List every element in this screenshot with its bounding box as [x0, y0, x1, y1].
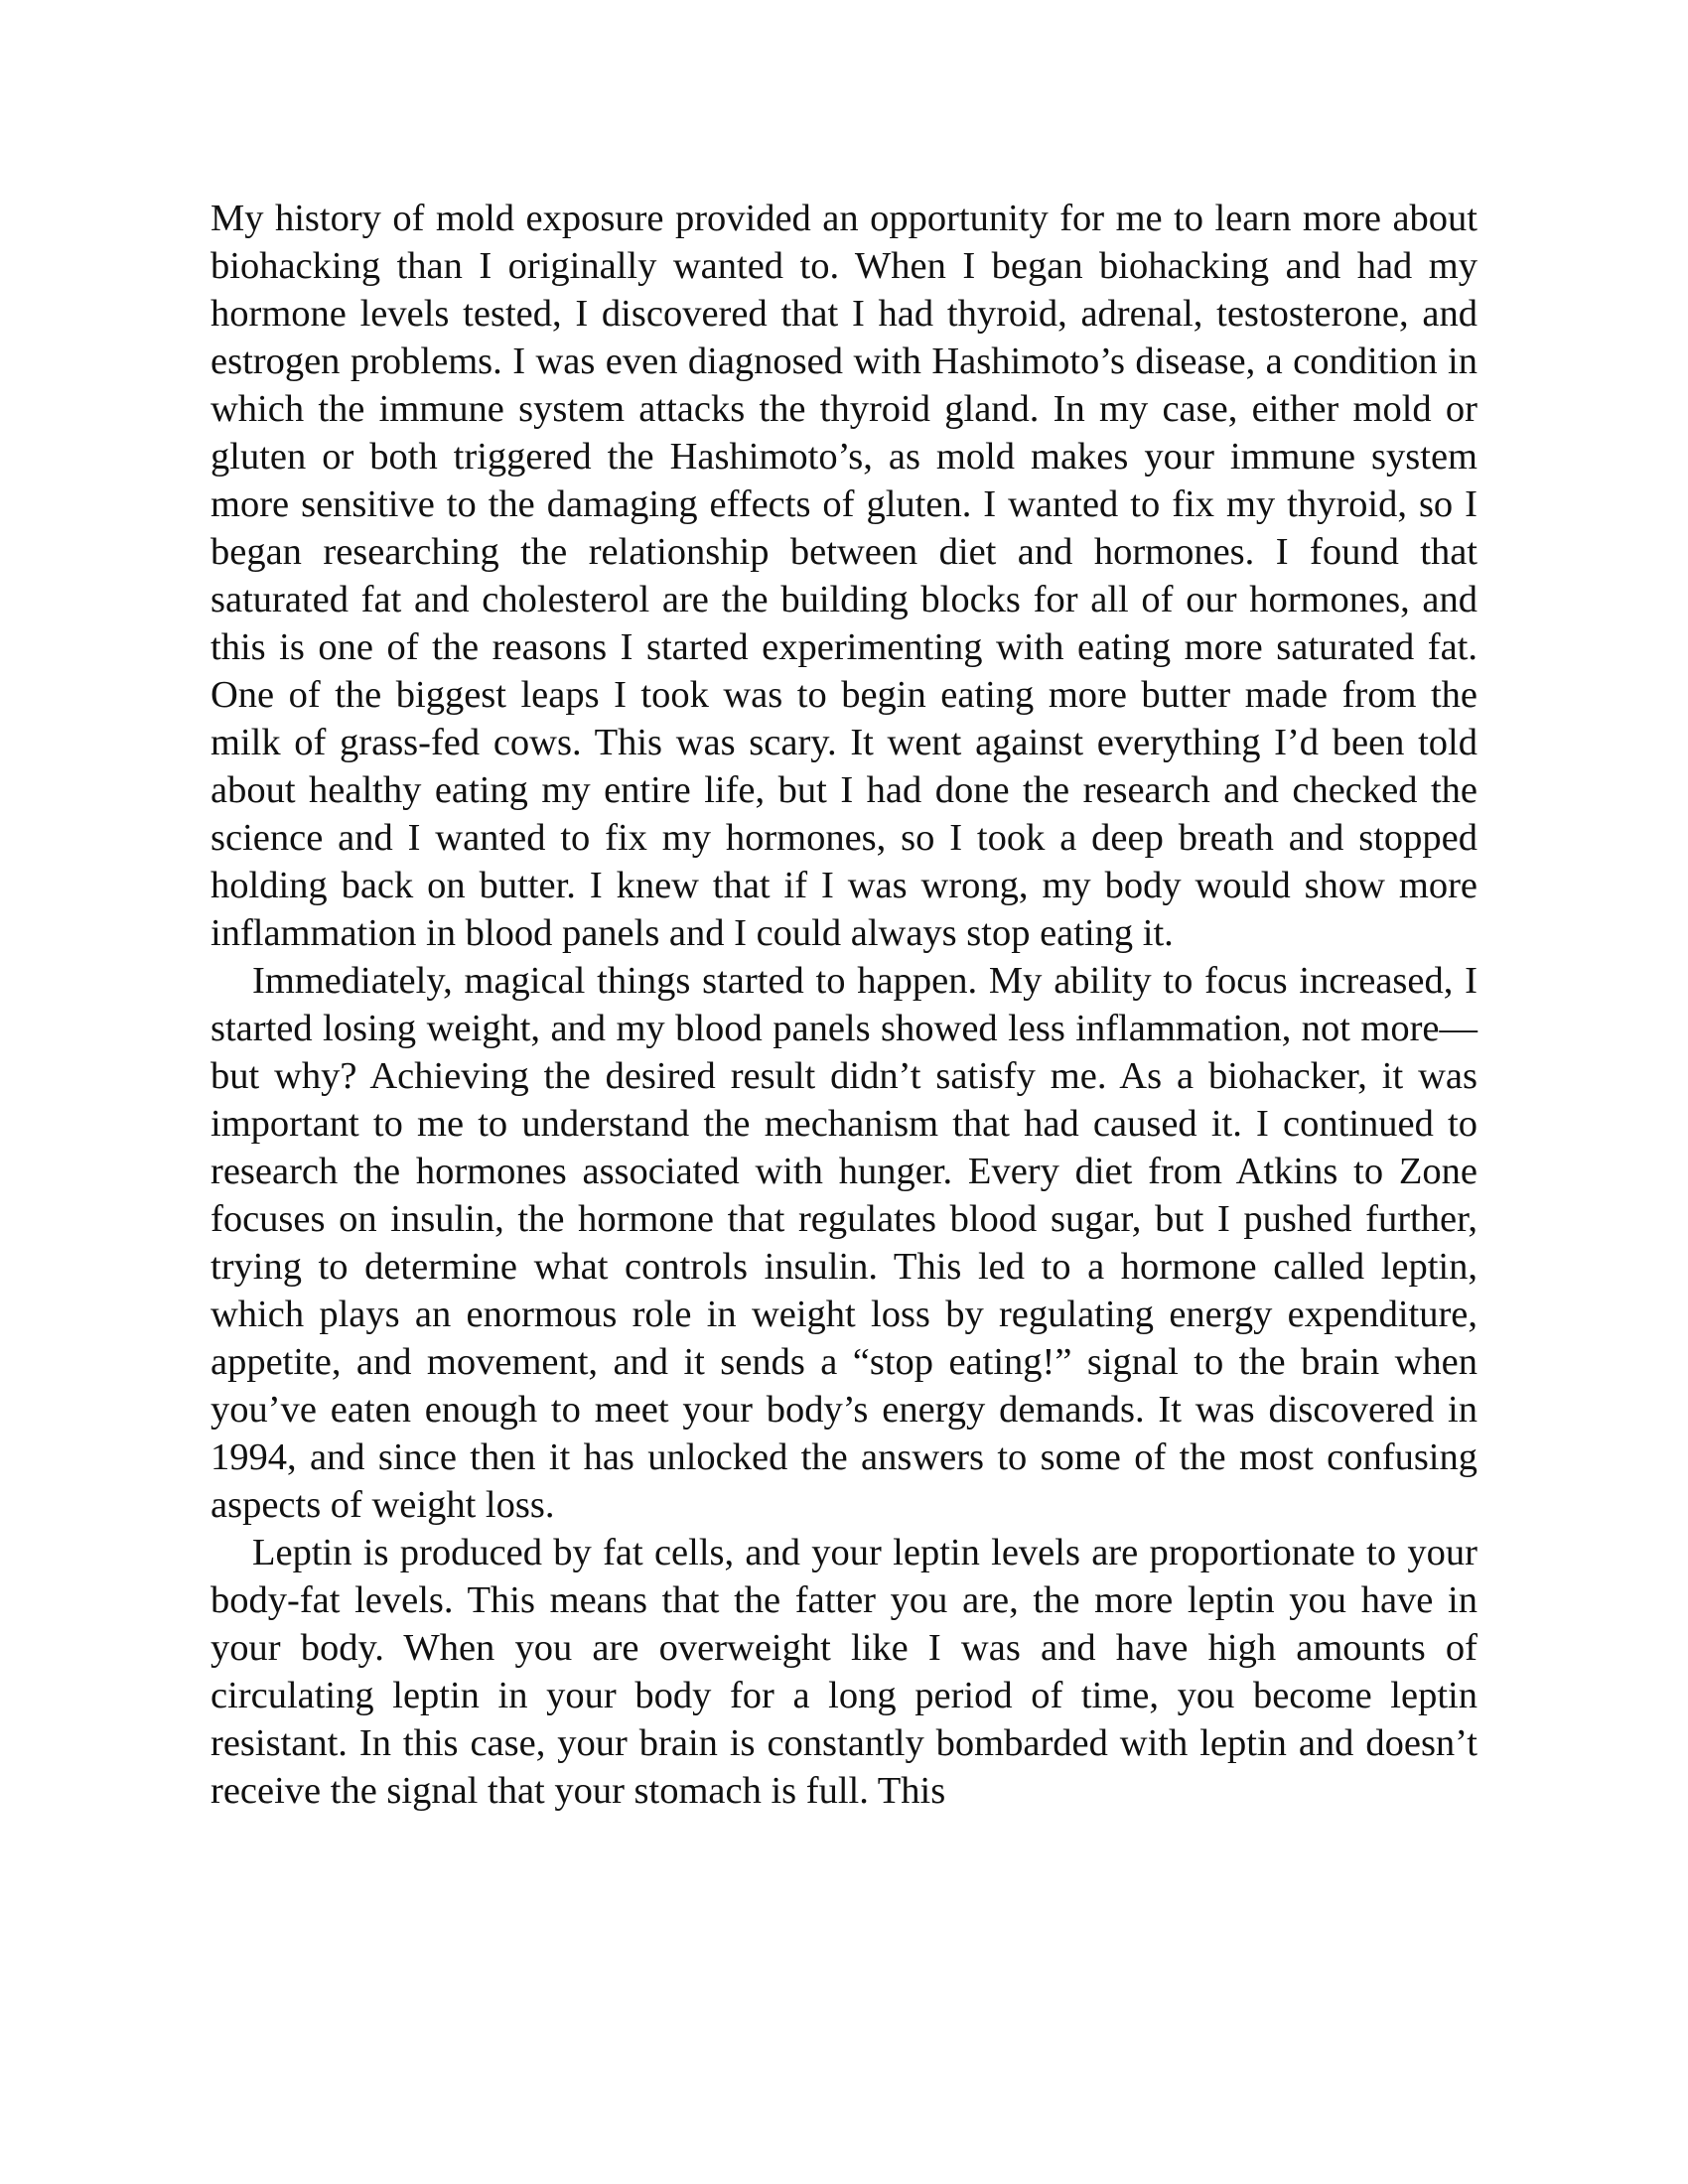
book-page [211, 195, 1477, 1815]
paragraph-mold-exposure: My history of mold exposure provided an opportunity for me to learn more about biohacking than I originally wanted to. When I began biohacking and had my hormone levels tested, I discovered that I had thyroid, adrenal, testosterone, and estrogen problems. I was even diagnosed with Hashimoto’s disease, a condition in which the immune system attacks the thyroid gland. In my case, either mold or gluten or both triggered the Hashimoto’s, as mold makes your immune system more sensitive to the damaging effects of gluten. I wanted to fix my thyroid, so I began researching the relationship between diet and hormones. I found that saturated fat and cholesterol are the building blocks for all of our hormones, and this is one of the reasons I started experimenting with eating more saturated fat. One of the biggest leaps I took was to begin eating more butter made from the milk of grass-fed cows. This was scary. It went against everything I’d been told about healthy eating my entire life, but I had done the research and checked the science and I wanted to fix my hormones, so I took a deep breath and stopped holding back on butter. I knew that if I was wrong, my body would show more inflammation in blood panels and I could always stop eating it. [211, 198, 1477, 954]
paragraph-magical-things: Immediately, magical things started to happen. My ability to focus increased, I started losing weight, and my blood panels showed less inflammation, not more—but why? Achieving the desired result didn’t satisfy me. As a biohacker, it was important to me to understand the mechanism that had caused it. I continued to research the hormones associated with hunger. Every diet from Atkins to Zone focuses on insulin, the hormone that regulates blood sugar, but I pushed further, trying to determine what controls insulin. This led to a hormone called leptin, which plays an enormous role in weight loss by regulating energy expenditure, appetite, and movement, and it sends a “stop eating!” signal to the brain when you’ve eaten enough to meet your body’s energy demands. It was discovered in 1994, and since then it has unlocked the answers to some of the most confusing aspects of weight loss. [211, 960, 1477, 1526]
paragraph-leptin: Leptin is produced by fat cells, and your leptin levels are proportionate to your body-fat levels. This means that the fatter you are, the more leptin you have in your body. When you are overweight like I was and have high amounts of circulating leptin in your body for a long period of time, you become leptin resistant. In this case, your brain is constantly bombarded with leptin and doesn’t receive the signal that your stomach is full. This [211, 1532, 1477, 1812]
